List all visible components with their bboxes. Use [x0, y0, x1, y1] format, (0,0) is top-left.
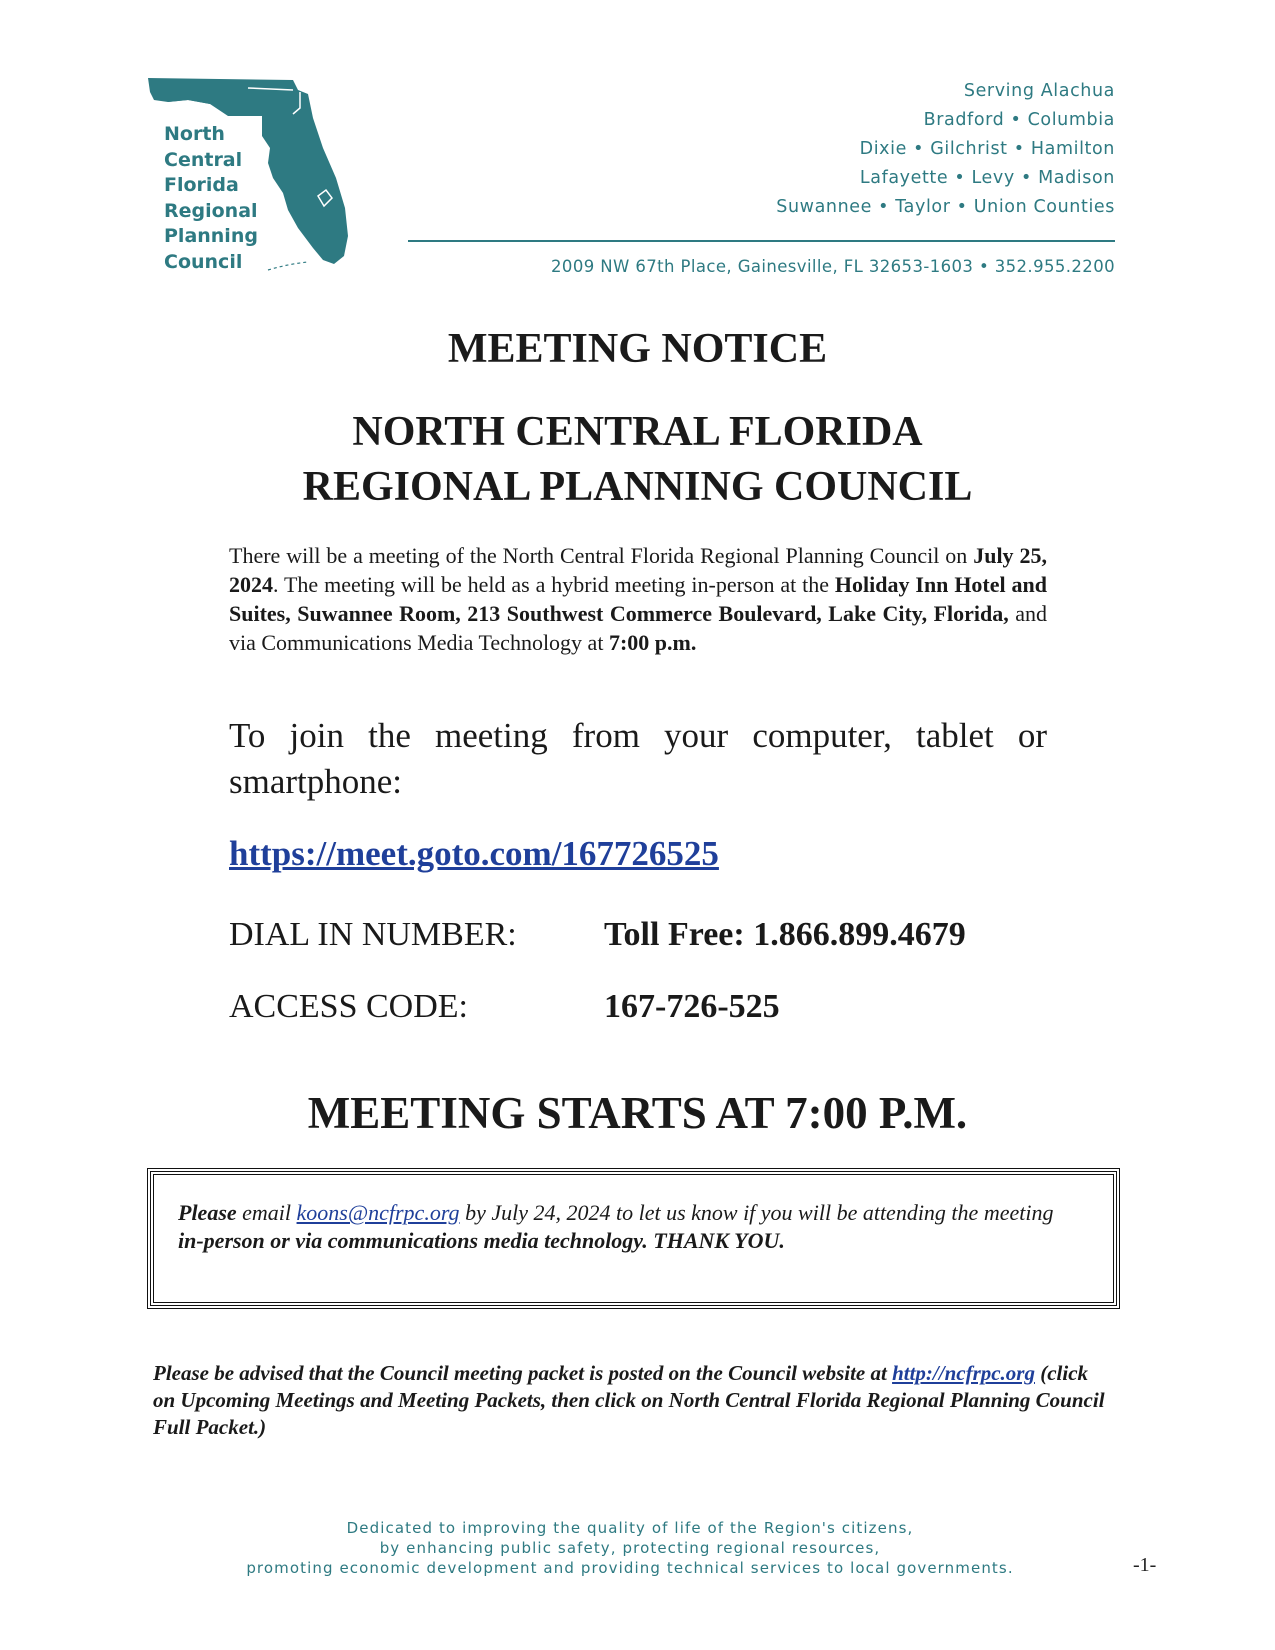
advisory-text: Please be advised that the Council meeting packet is posted on the Council website at [153, 1361, 893, 1385]
meeting-venue: Holiday Inn Hotel and Suites, Suwannee Room, 213 Southwest Commerce Boulevard, Lake City, Florida, [229, 572, 1047, 626]
logo-line: Regional [164, 199, 258, 222]
meeting-time: 7:00 p.m. [608, 630, 697, 655]
logo-line: Planning [164, 225, 258, 247]
logo-wordmark [164, 122, 258, 275]
advisory-text: (click on Upcoming Meetings and Meeting Packets, then click on North Central Florida Regional Planning Council Full Packet.) [153, 1361, 1105, 1439]
council-website-link[interactable]: http://ncfrpc.org [892, 1361, 1035, 1385]
meeting-link[interactable]: https://meet.goto.com/167726525 [229, 834, 719, 873]
footer-line: promoting economic development and providing technical services to local governments. [246, 1559, 1014, 1577]
intro-text: There will be a meeting of the North Central Florida Regional Planning Council on [229, 543, 974, 568]
footer-line: Dedicated to improving the quality of life of the Region's citizens, [346, 1519, 914, 1537]
rsvp-text-part: by July 24, 2024 to let us know if you will be attending the meeting [459, 1200, 1054, 1225]
logo-line: North [164, 123, 225, 145]
page-number: -1- [1133, 1554, 1157, 1576]
packet-advisory [153, 1360, 1113, 1441]
rsvp-text [178, 1199, 1083, 1255]
footer-line: by enhancing public safety, protecting regional resources, [379, 1539, 881, 1557]
serving-line: Dixie • Gilchrist • Hamilton [859, 139, 1115, 159]
council-address: 2009 NW 67th Place, Gainesville, FL 32653-1603 • 352.955.2200 [551, 257, 1115, 276]
page-title: MEETING NOTICE [447, 326, 828, 372]
access-code-label: ACCESS CODE: [229, 988, 468, 1025]
meeting-start-heading: MEETING STARTS AT 7:00 P.M. [307, 1088, 968, 1138]
logo-line: Central [164, 148, 243, 171]
rsvp-email-link[interactable]: koons@ncfrpc.org [296, 1200, 460, 1225]
serving-line: Suwannee • Taylor • Union Counties [776, 197, 1115, 217]
org-title-line-2: REGIONAL PLANNING COUNCIL [302, 464, 973, 510]
serving-counties [776, 77, 1115, 222]
meeting-date: July 25, 2024 [229, 543, 1047, 597]
dial-in-number: Toll Free: 1.866.899.4679 [604, 916, 966, 953]
org-title-line-1: NORTH CENTRAL FLORIDA [352, 409, 923, 455]
intro-text: . The meeting will be held as a hybrid meeting in-person at the [273, 572, 835, 597]
rsvp-thanks: THANK YOU. [647, 1228, 785, 1253]
join-instructions: To join the meeting from your computer, tablet or smartphone: [229, 716, 1047, 801]
council-logo [148, 78, 358, 278]
intro-text: and via Communications Media Technology at [229, 601, 1047, 655]
rsvp-text-part: email [236, 1200, 297, 1225]
dial-in-label: DIAL IN NUMBER: [229, 916, 517, 953]
access-code-value: 167-726-525 [604, 988, 780, 1025]
serving-line: Lafayette • Levy • Madison [859, 168, 1115, 188]
logo-line: Council [164, 250, 243, 273]
rsvp-mode: in-person or via communications media technology. [178, 1228, 648, 1253]
serving-line: Bradford • Columbia [923, 110, 1115, 130]
meeting-description [229, 541, 1047, 657]
header-divider [408, 240, 1115, 242]
serving-line: Serving Alachua [963, 81, 1115, 101]
rsvp-please: Please [178, 1200, 237, 1225]
logo-line: Florida [164, 174, 239, 196]
rsvp-box [150, 1171, 1117, 1306]
mission-footer [150, 1518, 1110, 1578]
